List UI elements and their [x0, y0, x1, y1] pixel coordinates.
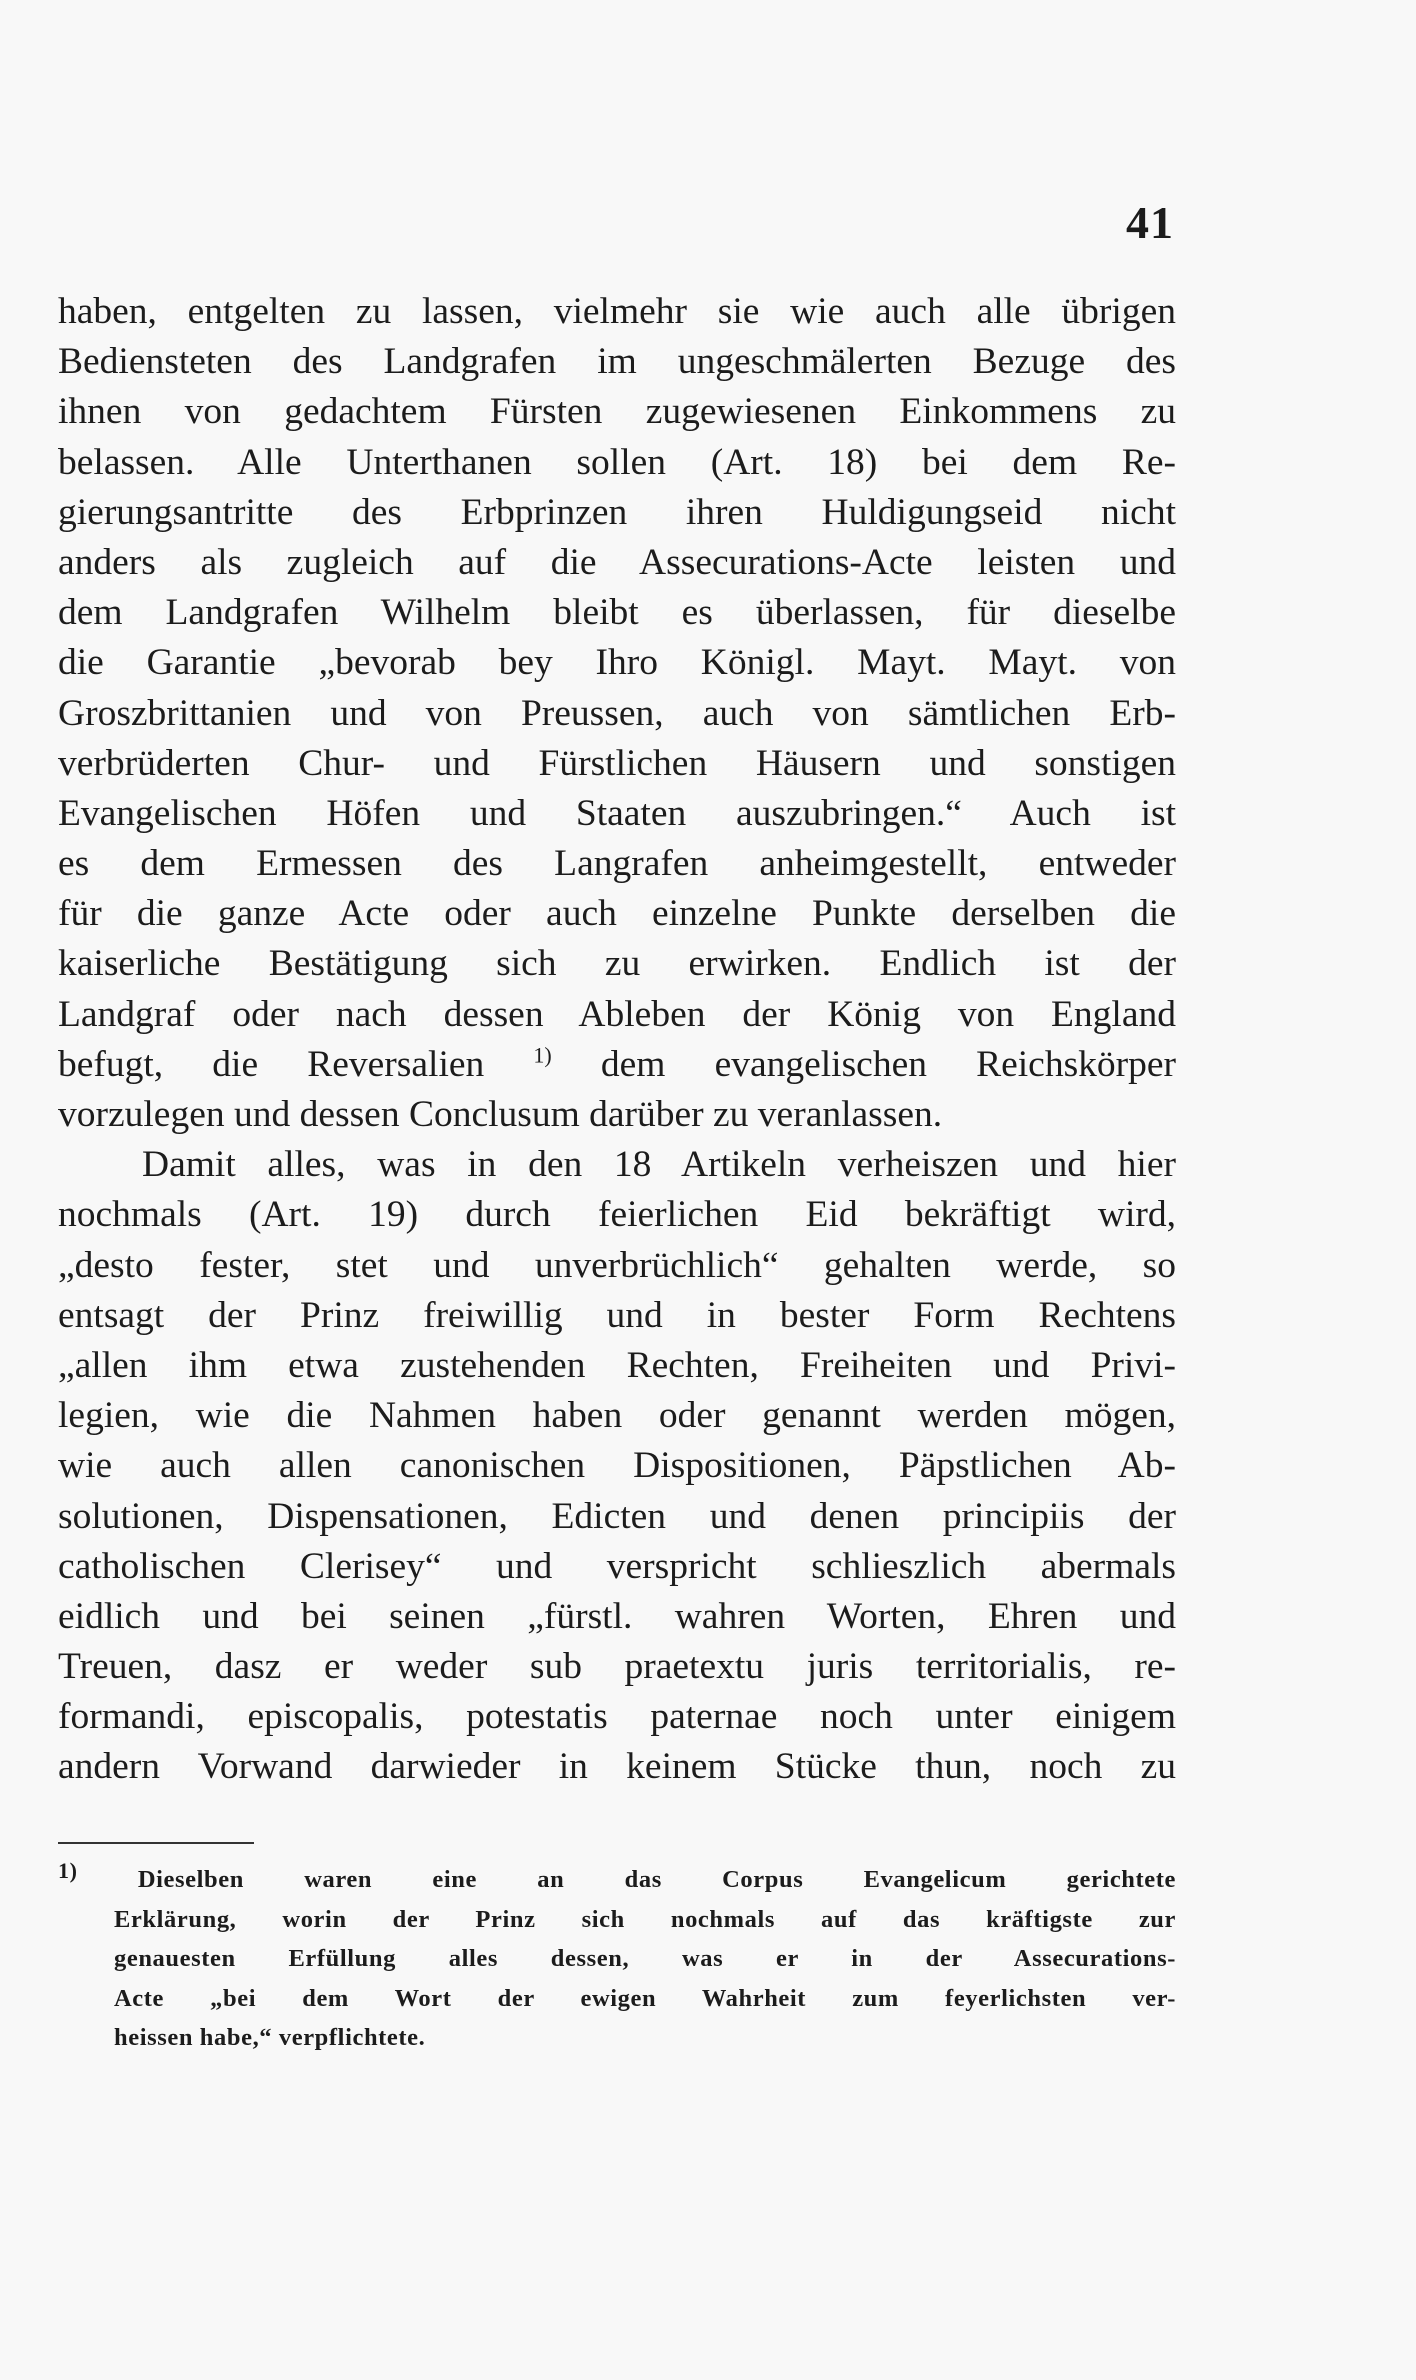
footnote-line — [58, 1857, 1176, 1900]
text-fragment: dem evangelischen Reichskörper — [600, 1043, 1177, 1085]
paragraph-start-line: Damit alles, was in den 18 Artikeln verheiszen und hier — [142, 1144, 1176, 1186]
text-line: „allen ihm etwa zustehenden Rechten, Freiheiten und Privi- — [58, 1344, 1176, 1386]
text-line: andern Vorwand darwieder in keinem Stücke thun, noch zu — [58, 1746, 1176, 1788]
footnote-marker: 1) — [58, 1857, 78, 1883]
footnote-divider — [58, 1842, 254, 1844]
text-line: nochmals (Art. 19) durch feierlichen Eid bekräftigt wird, — [58, 1194, 1176, 1236]
text-line: Groszbrittanien und von Preussen, auch von sämtlichen Erb- — [58, 692, 1176, 734]
text-line: anders als zugleich auf die Assecurations-Acte leisten und — [58, 541, 1176, 583]
text-line: Landgraf oder nach dessen Ableben der König von England — [58, 993, 1176, 1035]
text-line: entsagt der Prinz freiwillig und in bester Form Rechtens — [58, 1294, 1176, 1336]
text-line: formandi, episcopalis, potestatis paternae noch unter einigem — [58, 1696, 1176, 1738]
footnote-line: Erklärung, worin der Prinz sich nochmals auf das kräftigste zur — [114, 1905, 1176, 1933]
text-line: für die ganze Acte oder auch einzelne Punkte derselben die — [58, 893, 1176, 935]
footnote-line: Acte „bei dem Wort der ewigen Wahrheit zum feyerlichsten ver- — [114, 1984, 1176, 2012]
text-line: die Garantie „bevorab bey Ihro Königl. Mayt. Mayt. von — [58, 642, 1176, 684]
text-line: ihnen von gedachtem Fürsten zugewiesenen Einkommens zu — [58, 391, 1176, 433]
text-line-with-footnote-ref — [58, 1040, 1176, 1090]
text-line: Evangelischen Höfen und Staaten auszubringen.“ Auch ist — [58, 792, 1176, 834]
text-fragment: befugt, die Reversalien — [58, 1043, 485, 1085]
text-line: vorzulegen und dessen Conclusum darüber zu veranlassen. — [58, 1094, 943, 1135]
footnote-line: heissen habe,“ verpflichtete. — [114, 2024, 426, 2051]
text-line: Bediensteten des Landgrafen im ungeschmälerten Bezuge des — [58, 341, 1176, 383]
text-line: Treuen, dasz er weder sub praetextu juris territorialis, re- — [58, 1646, 1176, 1688]
text-line: dem Landgrafen Wilhelm bleibt es überlassen, für dieselbe — [58, 592, 1176, 634]
page-number: 41 — [1126, 197, 1174, 248]
text-line: es dem Ermessen des Langrafen anheimgestellt, entweder — [58, 843, 1176, 885]
text-line: wie auch allen canonischen Dispositionen, Päpstlichen Ab- — [58, 1445, 1176, 1487]
text-line: haben, entgelten zu lassen, vielmehr sie wie auch alle übrigen — [58, 291, 1176, 332]
footnote-line: genauesten Erfüllung alles dessen, was er in der Assecurations- — [114, 1945, 1176, 1972]
text-line: „desto fester, stet und unverbrüchlich“ gehalten werde, so — [58, 1244, 1176, 1286]
text-line: solutionen, Dispensationen, Edicten und denen principiis der — [58, 1495, 1176, 1537]
text-line: gierungsantritte des Erbprinzen ihren Huldigungseid nicht — [58, 491, 1176, 533]
text-line: kaiserliche Bestätigung sich zu erwirken. Endlich ist der — [58, 943, 1176, 985]
main-text — [58, 287, 1176, 1793]
text-line: catholischen Clerisey“ und verspricht schlieszlich abermals — [58, 1545, 1176, 1587]
text-line: verbrüderten Chur- und Fürstlichen Häusern und sonstigen — [58, 742, 1176, 784]
footnote — [58, 1857, 1176, 2058]
footnote-text: Dieselben waren eine an das Corpus Evangelicum gerichtete — [137, 1866, 1176, 1893]
text-line: belassen. Alle Unterthanen sollen (Art. 18) bei dem Re- — [58, 441, 1176, 483]
text-line: eidlich und bei seinen „fürstl. wahren Worten, Ehren und — [58, 1595, 1176, 1637]
text-line: legien, wie die Nahmen haben oder genannt werden mögen, — [58, 1395, 1176, 1437]
footnote-reference: 1) — [533, 1042, 552, 1068]
